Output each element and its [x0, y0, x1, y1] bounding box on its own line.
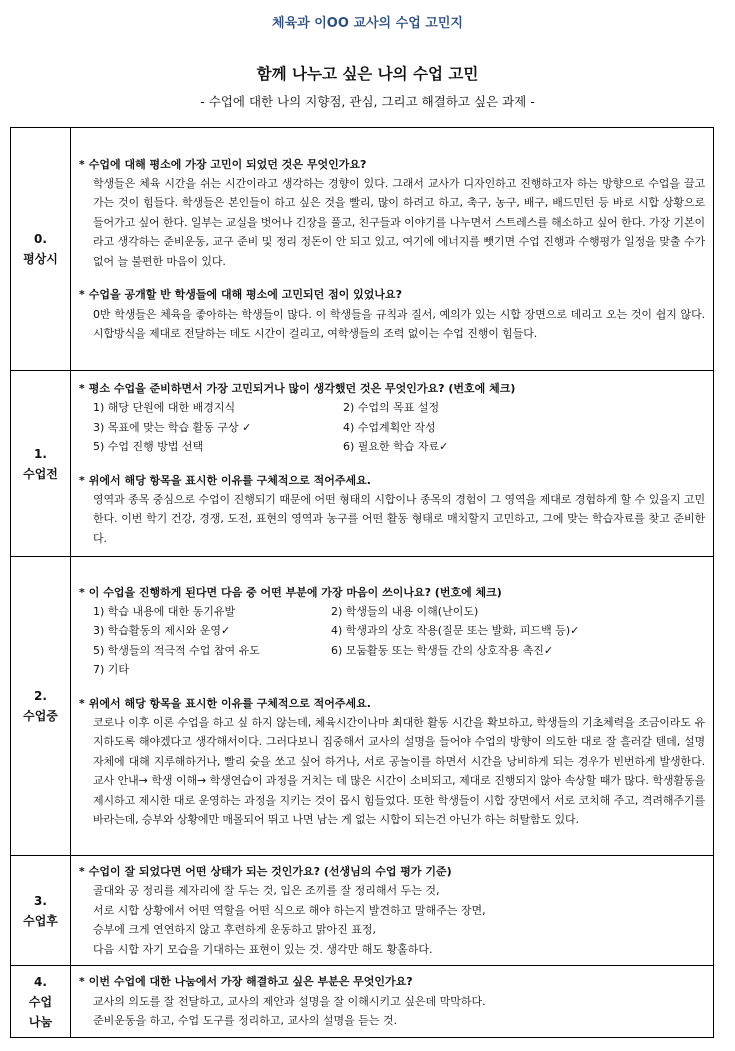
option-item: 5) 수업 진행 방법 선택: [93, 440, 204, 454]
question: * 평소 수업을 준비하면서 가장 고민되거나 많이 생각했던 것은 무엇인가요? (번호에 체크): [79, 381, 516, 395]
option-item: 3) 학습활동의 제시와 운영✓: [93, 624, 231, 638]
bullet-icon: *: [79, 975, 85, 989]
content-cell: [71, 371, 714, 557]
stage-name: 평상시: [23, 252, 58, 266]
stage-number: 3.: [34, 893, 47, 908]
answer-line: 서로 시합 상황에서 어떤 역할을 어떤 식으로 해야 하는지 발견하고 말해주는 장면,: [93, 903, 486, 917]
bullet-icon: *: [79, 381, 85, 395]
document-title: 함께 나누고 싶은 나의 수업 고민: [256, 65, 479, 83]
question: * 위에서 해당 항목을 표시한 이유를 구체적으로 적어주세요.: [79, 696, 371, 710]
question: * 수업이 잘 되었다면 어떤 상태가 되는 것인가요? (선생님의 수업 평가 기준): [79, 865, 452, 878]
content-cell: [71, 128, 714, 371]
answer-line: 준비운동을 하고, 수업 도구를 정리하고, 교사의 설명을 듣는 것.: [93, 1014, 398, 1028]
option-item: 2) 수업의 목표 설정: [343, 401, 440, 415]
option-item: 4) 학생과의 상호 작용(질문 또는 발화, 피드백 등)✓: [331, 624, 580, 638]
content-cell: [71, 856, 714, 966]
content-cell: [71, 966, 714, 1038]
section-row-4: [11, 966, 714, 1038]
answer-line: 다음 시합 자기 모습을 기대하는 표현이 있는 것. 생각만 해도 황홀하다.: [93, 942, 433, 956]
section-row-1: [11, 371, 714, 557]
stage-cell: [11, 128, 71, 371]
option-item: 3) 목표에 맞는 학습 활동 구상 ✓: [93, 420, 252, 434]
bullet-icon: *: [79, 696, 85, 710]
stage-name: 수업전: [23, 466, 58, 481]
answer: 학생들은 체육 시간을 쉬는 시간이라고 생각하는 경향이 있다. 그래서 교사가 디자인하고 진행하고자 하는 방향으로 수업을 끌고 가는 것이 힘들다. 학생들은 본인들이 하고 싶은 것을 빨리, 많이 하려고 하고, 축구, 농구, 배구, 배드민턴 등 바로 시합 상황으로 들어가고 싶어 한다. 일부는 교실을 벗어나 긴장을 풀고, 친구들과 이야기를 나누면서 스트레스를 해소하고 싶어 한다. 가장 기본이라고 생각하는 준비운동, 교구 준비 및 정리 정돈이 안 되고 있고, 여기에 에너지를 뺏기면 수업 진행과 수행평가 일정을 맞출 수가 없어 늘 불편한 마음이 있다.: [93, 177, 705, 268]
answer-line: 승부에 크게 연연하지 않고 후련하게 운동하고 맑아진 표정,: [93, 923, 376, 937]
option-item: 5) 학생들의 적극적 수업 참여 유도: [93, 643, 260, 657]
question: * 위에서 해당 항목을 표시한 이유를 구체적으로 적어주세요.: [79, 473, 371, 487]
question: * 수업을 공개할 반 학생들에 대해 평소에 고민되던 점이 있었나요?: [79, 288, 403, 302]
bullet-icon: *: [79, 473, 85, 487]
stage-name: 나눔: [28, 1014, 53, 1029]
stage-cell: [11, 856, 71, 966]
section-row-0: [11, 128, 714, 371]
stage-cell: [11, 557, 71, 856]
stage-number: 1.: [34, 446, 47, 461]
bullet-icon: *: [79, 585, 85, 599]
document-header: 체육과 이OO 교사의 수업 고민지: [272, 16, 463, 31]
answer-line: 골대와 공 정리를 제자리에 잘 두는 것, 입은 조끼를 잘 정리해서 두는 것,: [93, 884, 440, 898]
stage-number: 0.: [34, 232, 47, 246]
question: * 이 수업을 진행하게 된다면 다음 중 어떤 부분에 가장 마음이 쓰이나요? (번호에 체크): [79, 585, 502, 599]
option-item: 4) 수업계획안 작성: [343, 420, 436, 434]
answer-line: 교사의 의도를 잘 전달하고, 교사의 제안과 설명을 잘 이해시키고 싶은데 막막하다.: [93, 994, 486, 1008]
stage-cell: [11, 371, 71, 557]
answer: 영역과 종목 중심으로 수업이 진행되기 때문에 어떤 형태의 시합이나 종목의 경험이 그 영역을 제대로 경험하게 할 수 있을지 고민한다. 이번 학기 건강, 경쟁, 도전, 표현의 영역과 농구를 어떤 활동 형태로 매치할지 고민하고, 그에 맞는 학습자료를 찾고 준비한다.: [93, 492, 705, 545]
stage-number: 4.: [34, 974, 47, 989]
stage-cell: [11, 966, 71, 1038]
document-subtitle: - 수업에 대한 나의 지향점, 관심, 그리고 해결하고 싶은 과제 -: [200, 94, 535, 109]
answer: 0반 학생들은 체육을 좋아하는 학생들이 많다. 이 학생들을 규칙과 질서, 예의가 있는 시합 장면으로 데리고 오는 것이 쉽지 않다. 시합방식을 제대로 전달하는 데도 시간이 걸리고, 여학생들의 조력 없이는 수업 진행이 힘들다.: [93, 307, 705, 340]
option-item: 6) 필요한 학습 자료✓: [343, 440, 449, 454]
option-item: 7) 기타: [93, 663, 130, 677]
section-row-2: [11, 557, 714, 856]
stage-name: 수업후: [23, 913, 58, 928]
question: * 수업에 대해 평소에 가장 고민이 되었던 것은 무엇인가요?: [79, 157, 367, 171]
option-list: [79, 602, 705, 680]
stage-name: 수업: [28, 994, 53, 1009]
bullet-icon: *: [79, 288, 85, 302]
option-item: 2) 학생들의 내용 이해(난이도): [331, 604, 479, 618]
stage-name: 수업중: [23, 709, 58, 723]
option-item: 1) 학습 내용에 대한 동기유발: [93, 604, 236, 618]
stage-number: 2.: [34, 689, 47, 703]
option-item: 6) 모둠활동 또는 학생들 간의 상호작용 촉진✓: [331, 643, 554, 657]
concern-table: [10, 127, 714, 1038]
option-list: [79, 398, 705, 456]
option-item: 1) 해당 단원에 대한 배경지식: [93, 401, 236, 415]
question: * 이번 수업에 대한 나눔에서 가장 해결하고 싶은 부분은 무엇인가요?: [79, 975, 413, 989]
bullet-icon: *: [79, 157, 85, 171]
section-row-3: [11, 856, 714, 966]
bullet-icon: *: [79, 865, 85, 878]
answer: 코로나 이후 이론 수업을 하고 싶 하지 않는데, 체육시간이나마 최대한 활동 시간을 확보하고, 학생들의 기초체력을 조금이라도 유지하도록 해야겠다고 생각해서이다. 그러다보니 집중해서 교사의 설명을 들어야 수업의 방향이 의도한 대로 잘 흘러갈 텐데, 설명 자체에 대해 지루해하거나, 빨리 슛을 쏘고 싶어 하거나, 서로 공놀이를 하면서 시간을 낭비하게 되는 경우가 빈번하게 발생한다. 교사 안내→ 학생 이해→ 학생연습이 과정을 거치는 데 많은 시간이 소비되고, 제대로 진행되지 않아 속상할 때가 많다. 학생활동을 제시하고 제시한 대로 운영하는 과정을 지키는 것이 몹시 힘들었다. 또한 학생들이 시합 장면에서 서로 코치해 주고, 격려해주기를 바라는데, 승부와 상황에만 매몰되어 뛰고 나면 남는 게 없는 시합이 되는건 아닌가 하는 허탈함도 있다.: [93, 716, 705, 827]
content-cell: [71, 557, 714, 856]
